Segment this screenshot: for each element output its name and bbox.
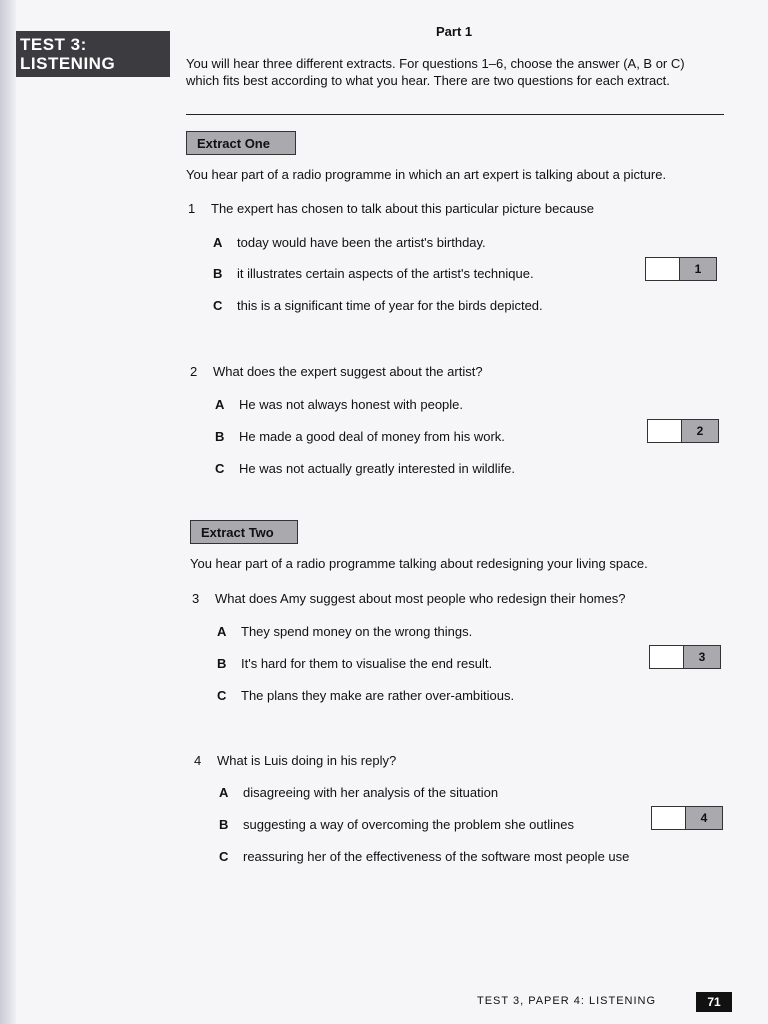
question-text: The expert has chosen to talk about this particular picture because [211,201,594,216]
option-text: today would have been the artist's birthday. [237,235,486,250]
option-text: The plans they make are rather over-ambitious. [241,688,515,703]
option-letter: B [217,656,227,671]
option-letter: A [219,785,229,800]
option-letter: B [215,429,225,444]
option-letter: C [213,298,223,313]
option-letter: A [215,397,225,412]
option-letter: A [213,235,223,250]
answer-box[interactable] [645,257,717,281]
extract-two-label: Extract Two [190,520,298,544]
option-text: disagreeing with her analysis of the situation [243,785,499,800]
page-spine-shadow [0,0,16,1024]
option-letter: B [213,266,223,281]
extract-one-label: Extract One [186,131,296,155]
option-letter: C [219,849,229,864]
option-letter: A [217,624,227,639]
divider [186,114,724,115]
instructions: You will hear three different extracts. For questions 1–6, choose the answer (A, B or C) which fits best according to what you hear. There are two questions for each extract. [186,56,685,88]
answer-box[interactable] [649,645,721,669]
extract-two-context: You hear part of a radio programme talking about redesigning your living space. [190,556,648,571]
option-text: He was not always honest with people. [239,397,464,412]
option-letter: B [219,817,229,832]
section-label: LISTENING [20,54,116,73]
question-number: 4 [194,753,202,768]
question-number: 2 [190,364,198,379]
question-text: What is Luis doing in his reply? [217,753,397,768]
option-letter: C [215,461,225,476]
extract-one-context: You hear part of a radio programme in which an art expert is talking about a picture. [186,167,667,182]
question-number: 1 [188,201,196,216]
option-text: They spend money on the wrong things. [241,624,473,639]
option-text: He made a good deal of money from his work. [239,429,505,444]
test-label: TEST 3: [20,35,87,54]
question-text: What does Amy suggest about most people who redesign their homes? [215,591,626,606]
option-text: He was not actually greatly interested in wildlife. [239,461,516,476]
question-text: What does the expert suggest about the artist? [213,364,483,379]
option-letter: C [217,688,227,703]
answer-box[interactable] [651,806,723,830]
answer-box-number: 2 [681,420,718,442]
question-number: 3 [192,591,200,606]
option-text: It's hard for them to visualise the end result. [241,656,493,671]
option-text: reassuring her of the effectiveness of the software most people use [243,849,630,864]
answer-box-number: 1 [679,258,716,280]
part-title: Part 1 [436,24,473,39]
page-number: 71 [696,992,732,1012]
option-text: suggesting a way of overcoming the problem she outlines [243,817,574,832]
answer-box-number: 3 [683,646,720,668]
option-text: it illustrates certain aspects of the artist's technique. [237,266,534,281]
answer-box[interactable] [647,419,719,443]
answer-box-number: 4 [685,807,722,829]
test-section-tag [16,31,170,77]
option-text: this is a significant time of year for the birds depicted. [237,298,543,313]
running-footer: TEST 3, PAPER 4: LISTENING [477,995,657,1007]
